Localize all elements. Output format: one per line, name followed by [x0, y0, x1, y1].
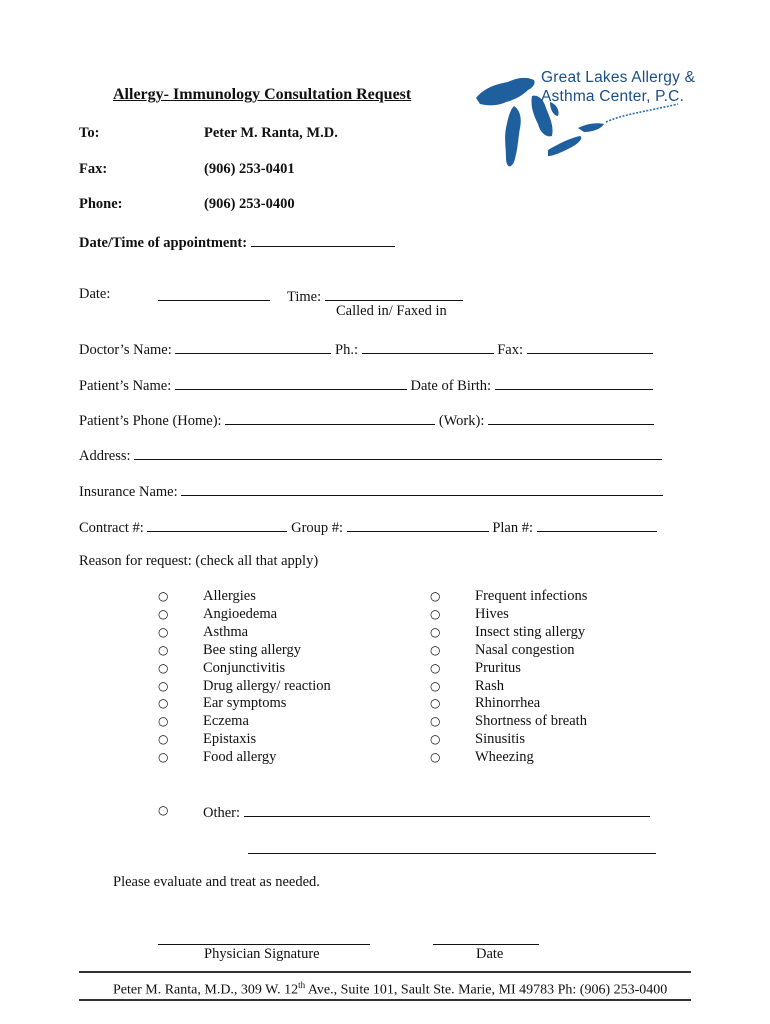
contract-field[interactable]	[147, 517, 287, 532]
checkbox-circle-icon[interactable]: ○	[158, 732, 169, 747]
dob-field[interactable]	[495, 375, 653, 390]
logo-text: Great Lakes Allergy & Asthma Center, P.C.	[541, 69, 696, 105]
reason-item[interactable]: ○ Epistaxis	[158, 731, 257, 748]
signature-date-field[interactable]	[433, 930, 539, 945]
reason-item[interactable]: ○ Conjunctivitis	[158, 659, 286, 676]
doctor-fax-label: Fax:	[497, 342, 523, 358]
checkbox-circle-icon[interactable]: ○	[430, 714, 441, 729]
checkbox-circle-icon[interactable]: ○	[430, 642, 441, 657]
footer-rule-top	[79, 971, 691, 973]
time-label: Time:	[287, 289, 322, 305]
checkbox-circle-icon[interactable]: ○	[158, 696, 169, 711]
date-field[interactable]	[158, 286, 270, 301]
reason-item[interactable]: ○ Allergies	[158, 588, 256, 604]
checkbox-circle-icon[interactable]: ○	[430, 624, 441, 639]
group-label: Group #:	[291, 520, 344, 536]
signature-field[interactable]	[158, 930, 370, 945]
instruction-text: Please evaluate and treat as needed.	[113, 874, 320, 890]
reason-item[interactable]: ○ Drug allergy/ reaction	[158, 677, 331, 694]
phone-home-field[interactable]	[225, 410, 435, 425]
appointment-row	[79, 232, 395, 252]
doctor-fax-field[interactable]	[527, 339, 653, 354]
patient-name-field[interactable]	[175, 375, 407, 390]
checkbox-circle-icon[interactable]: ○	[158, 678, 169, 693]
reason-list-right	[430, 588, 588, 767]
signature-date-label: Date	[476, 946, 504, 962]
reason-item[interactable]: ○ Wheezing	[430, 749, 534, 766]
phone-work-field[interactable]	[488, 410, 654, 425]
dob-label: Date of Birth:	[410, 378, 492, 394]
phone-value: (906) 253-0400	[204, 196, 295, 212]
checkbox-circle-icon[interactable]: ○	[158, 714, 169, 729]
contract-label: Contract #:	[79, 520, 144, 536]
checkbox-circle-icon[interactable]: ○	[158, 660, 169, 675]
reason-item[interactable]: ○ Asthma	[158, 623, 249, 640]
footer-rule-bottom	[79, 999, 691, 1001]
signature-label: Physician Signature	[204, 946, 320, 962]
checkbox-circle-icon[interactable]: ○	[158, 624, 169, 639]
insurance-label: Insurance Name:	[79, 484, 178, 500]
work-label: (Work):	[438, 413, 485, 429]
address-field[interactable]	[134, 445, 662, 460]
fax-label: Fax:	[79, 161, 108, 177]
group-field[interactable]	[347, 517, 489, 532]
other-label: Other:	[203, 805, 241, 821]
patient-row	[79, 375, 653, 395]
reason-item[interactable]: ○ Pruritus	[430, 659, 521, 676]
patient-phone-row	[79, 410, 654, 430]
checkbox-circle-icon[interactable]: ○	[158, 589, 169, 603]
to-label: To:	[79, 125, 100, 141]
reason-item[interactable]: ○ Sinusitis	[430, 731, 525, 748]
called-faxed-label: Called in/ Faxed in	[336, 303, 447, 319]
reason-label: Reason for request: (check all that apply)	[79, 553, 319, 569]
plan-field[interactable]	[537, 517, 657, 532]
reason-item[interactable]: ○ Bee sting allergy	[158, 641, 301, 658]
reason-item[interactable]: ○ Insect sting allergy	[430, 623, 586, 640]
contract-row	[79, 517, 657, 537]
checkbox-circle-icon[interactable]: ○	[430, 660, 441, 675]
reason-item[interactable]: ○ Shortness of breath	[430, 713, 587, 730]
reason-item[interactable]: ○ Eczema	[158, 713, 249, 730]
checkbox-circle-icon[interactable]: ○	[158, 642, 169, 657]
reason-item[interactable]: ○ Food allergy	[158, 749, 277, 766]
reason-item[interactable]: ○ Rash	[430, 677, 504, 694]
checkbox-circle-icon[interactable]: ○	[430, 589, 441, 603]
to-value: Peter M. Ranta, M.D.	[204, 125, 338, 141]
reason-list-left	[158, 588, 331, 767]
other-row	[158, 802, 241, 821]
doctor-row	[79, 339, 653, 359]
checkbox-circle-icon[interactable]: ○	[430, 696, 441, 711]
reason-item[interactable]: ○ Angioedema	[158, 605, 278, 622]
time-field[interactable]	[325, 286, 463, 301]
ph-label: Ph.:	[335, 342, 358, 358]
address-row	[79, 445, 662, 465]
checkbox-circle-icon[interactable]: ○	[158, 606, 169, 621]
reason-item[interactable]: ○ Rhinorrhea	[430, 695, 541, 712]
other-field-line2[interactable]	[248, 839, 656, 854]
checkbox-circle-icon[interactable]: ○	[430, 606, 441, 621]
checkbox-circle-icon[interactable]: ○	[158, 803, 169, 817]
reason-item[interactable]: ○ Ear symptoms	[158, 695, 287, 712]
checkbox-circle-icon[interactable]: ○	[158, 750, 169, 765]
phone-home-label: Patient’s Phone (Home):	[79, 413, 222, 429]
appointment-field[interactable]	[251, 232, 395, 247]
insurance-row	[79, 481, 663, 501]
checkbox-circle-icon[interactable]: ○	[430, 678, 441, 693]
phone-label: Phone:	[79, 196, 123, 212]
plan-label: Plan #:	[492, 520, 533, 536]
patient-name-label: Patient’s Name:	[79, 378, 172, 394]
reason-item[interactable]: ○ Hives	[430, 605, 509, 622]
doctor-label: Doctor’s Name:	[79, 342, 172, 358]
page-title: Allergy- Immunology Consultation Request	[113, 86, 412, 103]
fax-value: (906) 253-0401	[204, 161, 295, 177]
other-field[interactable]	[244, 802, 650, 817]
insurance-field[interactable]	[181, 481, 663, 496]
doctor-name-field[interactable]	[175, 339, 331, 354]
reason-item[interactable]: ○ Frequent infections	[430, 588, 588, 604]
footer-address: Peter M. Ranta, M.D., 309 W. 12th Ave., Suite 101, Sault Ste. Marie, MI 49783 Ph: (906) 253-0400	[113, 980, 668, 998]
address-label: Address:	[79, 448, 131, 464]
appointment-label: Date/Time of appointment:	[79, 235, 248, 251]
checkbox-circle-icon[interactable]: ○	[430, 750, 441, 765]
doctor-phone-field[interactable]	[362, 339, 494, 354]
checkbox-circle-icon[interactable]: ○	[430, 732, 441, 747]
reason-item[interactable]: ○ Nasal congestion	[430, 641, 575, 658]
date-label: Date:	[79, 286, 111, 302]
